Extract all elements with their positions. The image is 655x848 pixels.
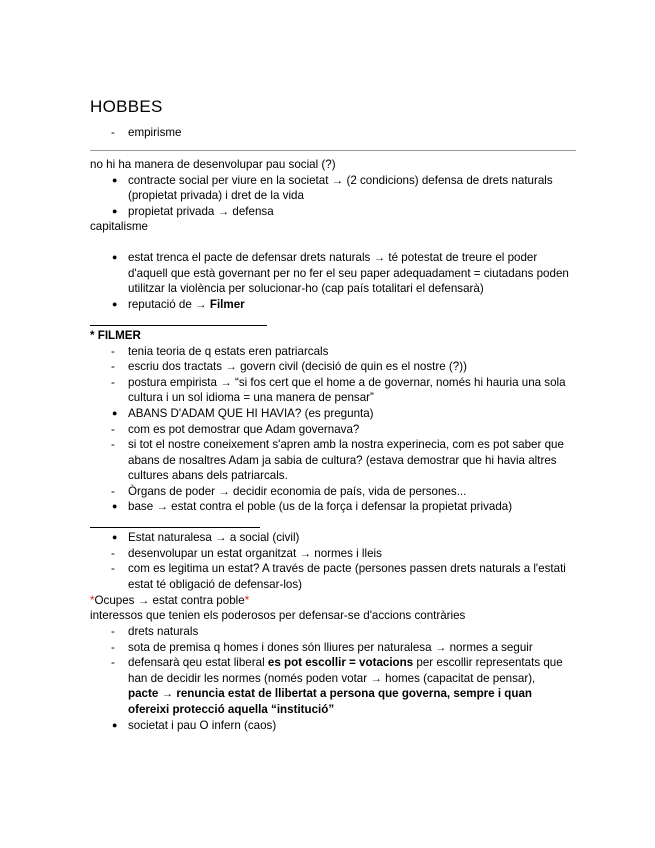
dash-marker: - bbox=[111, 547, 115, 560]
contract-line-1: contracte social per viure en la societat → (2 condicions) defensa de drets naturals bbox=[128, 174, 553, 187]
filmer-point-7: Òrgans de poder → decidir economia de país, vida de persones... bbox=[128, 485, 467, 498]
dash-marker: - bbox=[111, 126, 115, 139]
capitalism-line: capitalisme bbox=[90, 220, 148, 233]
filmer-heading: * FILMER bbox=[90, 329, 141, 342]
filmer-point-3-line-1: postura empirista → “si fos cert que el home a de governar, només hi hauria una sola bbox=[128, 376, 566, 389]
state-break-line-1: estat trenca el pacte de defensar drets naturals → té potestat de treure el poder bbox=[128, 251, 538, 264]
state-break-line-3: utilitzar la violència per solucionar-ho (cap país totalitari el defensarà) bbox=[128, 282, 484, 295]
dash-marker: - bbox=[111, 625, 115, 638]
dash-marker: - bbox=[111, 360, 115, 373]
bullet-marker: ● bbox=[112, 175, 118, 185]
state-point-3-line-1: com es legitima un estat? A través de pacte (persones passen drets naturals a l'estati bbox=[128, 562, 566, 575]
dash-marker: - bbox=[111, 562, 115, 575]
liberal-text-c: per escollir representats que bbox=[413, 656, 563, 669]
occupy-text: Ocupes → estat contra poble bbox=[94, 594, 245, 607]
reputation-line bbox=[128, 297, 245, 312]
dash-marker: - bbox=[111, 438, 115, 451]
contract-line-2: (propietat privada) i dret de la vida bbox=[128, 189, 304, 202]
interests-line: interessos que tenien els poderosos per defensar-se d'accions contràries bbox=[90, 609, 466, 622]
liberal-point-4: societat i pau O infern (caos) bbox=[128, 719, 277, 732]
liberal-text-bold: es pot escollir = votacions bbox=[267, 656, 414, 669]
liberal-point-3-line-4: ofereixi protecció aquella “institució” bbox=[128, 703, 335, 716]
property-point: propietat privada → defensa bbox=[128, 205, 274, 218]
page-title: HOBBES bbox=[90, 97, 163, 116]
reputation-bold: Filmer bbox=[209, 298, 245, 311]
bullet-marker: ● bbox=[112, 501, 118, 511]
state-break-line-2: d'aquell que està governant per no fer el seu paper adequadament = ciutadans poden bbox=[128, 267, 569, 280]
intro-line: no hi ha manera de desenvolupar pau social (?) bbox=[90, 158, 336, 171]
dash-marker: - bbox=[111, 345, 115, 358]
bullet-marker: ● bbox=[112, 252, 118, 262]
state-point-3-line-2: estat té obligació de defensar-los) bbox=[128, 578, 303, 591]
filmer-point-5: com es pot demostrar que Adam governava? bbox=[128, 423, 360, 436]
dash-marker: - bbox=[111, 376, 115, 389]
state-point-2: desenvolupar un estat organitzat → normes i lleis bbox=[128, 547, 382, 560]
filmer-point-2: escriu dos tractats → govern civil (decisió de quin es el nostre (?)) bbox=[128, 360, 467, 373]
bullet-marker: ● bbox=[112, 408, 118, 418]
bullet-marker: ● bbox=[112, 299, 118, 309]
filmer-point-1: tenia teoria de q estats eren patriarcals bbox=[128, 345, 329, 358]
filmer-point-6-line-3: cultures abans dels patriarcals. bbox=[128, 469, 288, 482]
horizontal-divider bbox=[90, 150, 576, 151]
dash-marker: - bbox=[111, 423, 115, 436]
filmer-point-6-line-2: abans de nosaltres Adam ja sabia de cultura? (estava demostrar que hi havia altres bbox=[128, 454, 557, 467]
state-point-1: Estat naturalesa → a social (civil) bbox=[128, 531, 300, 544]
section-rule bbox=[90, 325, 267, 326]
list-item-empirisme: empirisme bbox=[128, 126, 182, 139]
liberal-point-3-line-3: pacte → renuncia estat de llibertat a persona que governa, sempre i quan bbox=[128, 687, 532, 700]
asterisk-mark: * bbox=[90, 594, 95, 607]
liberal-point-3-line-1 bbox=[128, 655, 563, 670]
section-rule bbox=[90, 527, 260, 528]
bullet-marker: ● bbox=[112, 206, 118, 216]
dash-marker: - bbox=[111, 485, 115, 498]
bullet-marker: ● bbox=[112, 532, 118, 542]
asterisk-mark: * bbox=[244, 594, 250, 607]
liberal-point-2: sota de premisa q homes i dones són lliures per naturalesa → normes a seguir bbox=[128, 641, 533, 654]
dash-marker: - bbox=[111, 641, 115, 654]
filmer-point-8: base → estat contra el poble (us de la força i defensar la propietat privada) bbox=[128, 500, 513, 513]
dash-marker: - bbox=[111, 656, 115, 669]
liberal-text-a: defensarà qeu estat liberal bbox=[128, 656, 268, 669]
liberal-point-3-line-2: han de decidir les normes (només poden votar → homes (capacitat de pensar), bbox=[128, 672, 536, 685]
bullet-marker: ● bbox=[112, 720, 118, 730]
liberal-point-1: drets naturals bbox=[128, 625, 199, 638]
filmer-point-6-line-1: si tot el nostre coneixement s'apren amb la nostra experinecia, com es pot saber que bbox=[128, 438, 564, 451]
filmer-point-4: ABANS D'ADAM QUE HI HAVIA? (es pregunta) bbox=[128, 407, 374, 420]
occupy-line bbox=[90, 593, 249, 608]
filmer-point-3-line-2: cultura i un sol idioma = una manera de pensar” bbox=[128, 391, 374, 404]
reputation-text: reputació de → bbox=[128, 298, 210, 311]
